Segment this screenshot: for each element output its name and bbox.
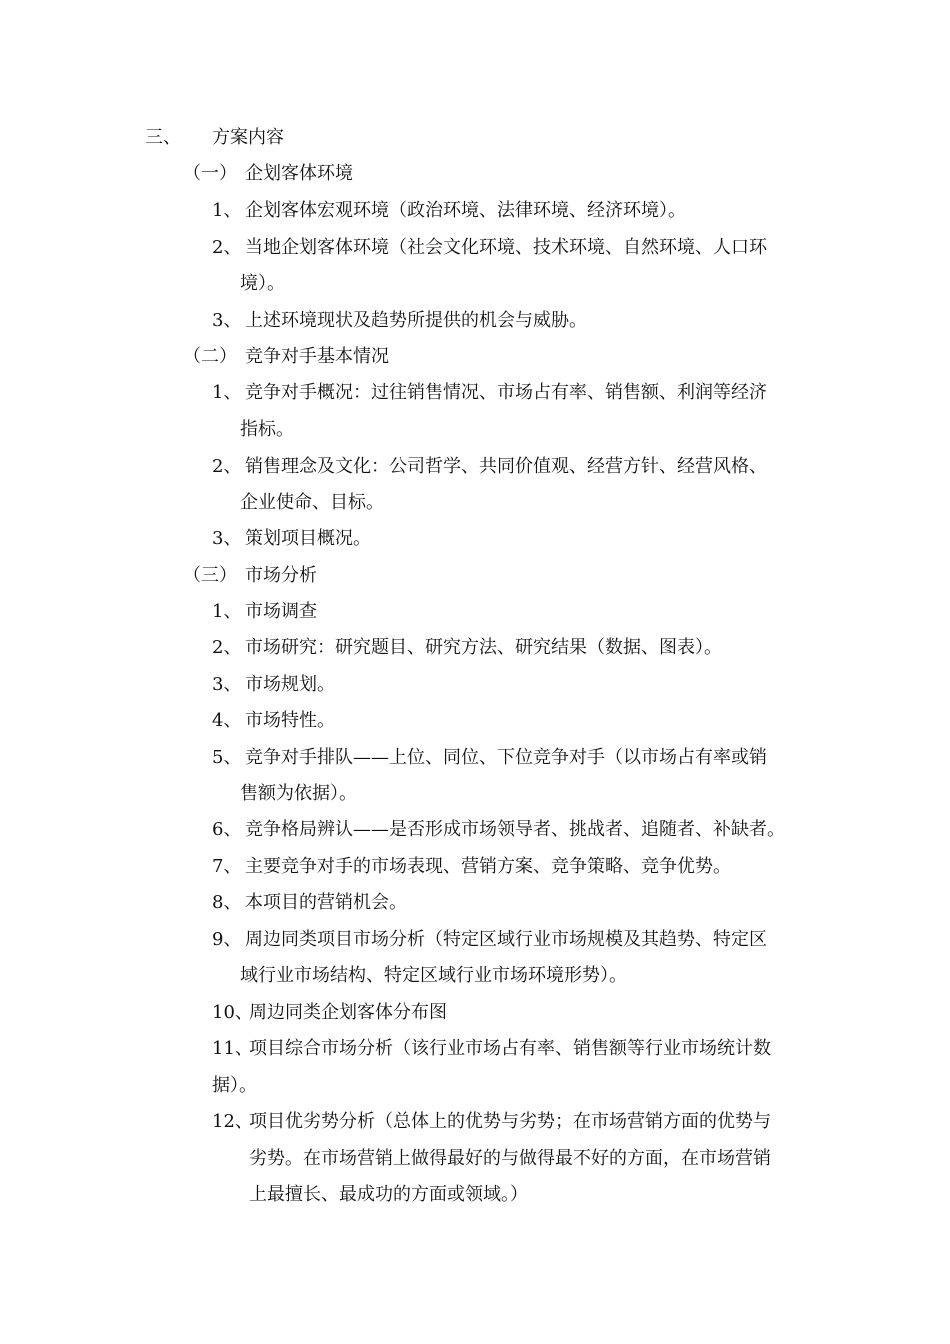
section-title: 方案内容 xyxy=(212,127,284,148)
item-number: 11、 xyxy=(212,1038,253,1059)
section-number: 三、 xyxy=(145,127,181,148)
item-text: 市场规划。 xyxy=(245,674,335,695)
item-number: 2、 xyxy=(212,456,242,477)
item-text: 企业使命、目标。 xyxy=(240,492,384,513)
part-title: 竞争对手基本情况 xyxy=(245,346,389,367)
item-text: 周边同类项目市场分析（特定区域行业市场规模及其趋势、特定区 xyxy=(245,929,767,950)
item-text: 市场调查 xyxy=(245,601,317,622)
item-number: 10、 xyxy=(212,1002,253,1023)
item-text: 域行业市场结构、特定区域行业市场环境形势）。 xyxy=(240,965,627,986)
part-title: 市场分析 xyxy=(245,565,317,586)
item-text: 上述环境现状及趋势所提供的机会与威胁。 xyxy=(245,310,587,331)
item-number: 1、 xyxy=(212,382,242,403)
item-text: 境）。 xyxy=(240,273,285,294)
part-number: （三） xyxy=(183,565,237,586)
item-text: 竞争格局辨认——是否形成市场领导者、挑战者、追随者、补缺者。 xyxy=(245,819,785,840)
item-number: 9、 xyxy=(212,929,242,950)
item-text: 上最擅长、最成功的方面或领域。） xyxy=(249,1184,528,1205)
item-number: 2、 xyxy=(212,637,242,658)
item-text: 据）。 xyxy=(212,1075,257,1096)
item-number: 12、 xyxy=(212,1111,253,1132)
item-number: 5、 xyxy=(212,747,242,768)
item-text: 售额为依据）。 xyxy=(240,783,357,804)
item-number: 3、 xyxy=(212,528,242,549)
item-text: 竞争对手概况：过往销售情况、市场占有率、销售额、利润等经济 xyxy=(245,382,767,403)
part-title: 企划客体环境 xyxy=(245,163,353,184)
item-text: 市场研究：研究题目、研究方法、研究结果（数据、图表）。 xyxy=(245,637,722,658)
item-text: 市场特性。 xyxy=(245,710,335,731)
item-number: 6、 xyxy=(212,819,242,840)
item-number: 4、 xyxy=(212,710,242,731)
item-text: 本项目的营销机会。 xyxy=(245,892,407,913)
item-text: 指标。 xyxy=(240,419,294,440)
part-number: （一） xyxy=(183,163,237,184)
item-text: 当地企划客体环境（社会文化环境、技术环境、自然环境、人口环 xyxy=(245,237,767,258)
part-number: （二） xyxy=(183,346,237,367)
item-number: 1、 xyxy=(212,601,242,622)
item-number: 3、 xyxy=(212,674,242,695)
item-text: 策划项目概况。 xyxy=(245,528,371,549)
item-number: 3、 xyxy=(212,310,242,331)
item-text: 周边同类企划客体分布图 xyxy=(249,1002,447,1023)
item-text: 主要竞争对手的市场表现、营销方案、竞争策略、竞争优势。 xyxy=(245,856,731,877)
item-number: 7、 xyxy=(212,856,242,877)
item-number: 8、 xyxy=(212,892,242,913)
item-text: 劣势。在市场营销上做得最好的与做得最不好的方面，在市场营销 xyxy=(249,1148,771,1169)
item-text: 企划客体宏观环境（政治环境、法律环境、经济环境）。 xyxy=(245,200,686,221)
item-number: 1、 xyxy=(212,200,242,221)
item-text: 竞争对手排队——上位、同位、下位竞争对手（以市场占有率或销 xyxy=(245,747,767,768)
item-number: 2、 xyxy=(212,237,242,258)
item-text: 销售理念及文化：公司哲学、共同价值观、经营方针、经营风格、 xyxy=(245,456,767,477)
item-text: 项目优劣势分析（总体上的优势与劣势；在市场营销方面的优势与 xyxy=(249,1111,771,1132)
item-text: 项目综合市场分析（该行业市场占有率、销售额等行业市场统计数 xyxy=(249,1038,771,1059)
